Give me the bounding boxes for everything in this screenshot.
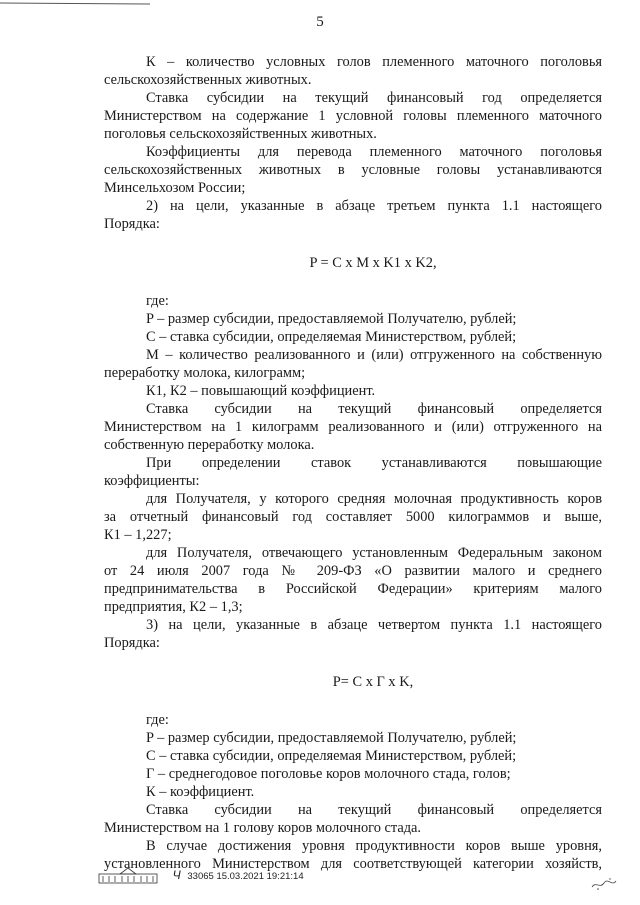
text-line: сельскохозяйственных животных в условные головы устанавливаются (104, 162, 602, 178)
footer-datetime: 15.03.2021 19:21:14 (216, 871, 304, 883)
text-line: C – ставка субсидии, определяемая Министерством, рублей; (146, 329, 517, 345)
text-line: за отчетный финансовый год составляет 5000 килограммов и выше, (104, 509, 602, 525)
text-line: М – количество реализованного и (или) отгруженного на собственную (146, 347, 602, 363)
text-line: переработку молока, килограмм; (104, 365, 306, 381)
text-line: Ставка субсидии на текущий финансовый определяется (146, 401, 602, 417)
text-line: Ставка субсидии на текущий финансовый определяется (146, 802, 602, 818)
text-line: для Получателя, у которого средняя молочная продуктивность коров (146, 491, 602, 507)
text-line: предпринимательства в Российской Федерации» критериям малого (104, 581, 602, 597)
text-line: для Получателя, отвечающего установленным Федеральным законом (146, 545, 602, 561)
text-line: Министерством на 1 килограмм реализованного и (или) отгруженного на (104, 419, 602, 435)
text-line: К – количество условных голов племенного маточного поголовья (146, 54, 602, 70)
text-line: коэффициенты: (104, 473, 200, 489)
text-line: собственную переработку молока. (104, 437, 315, 453)
text-line: Минсельхозом России; (104, 180, 246, 196)
text-line: В случае достижения уровня продуктивности коров выше уровня, (146, 838, 602, 854)
text-line: P – размер субсидии, предоставляемой Получателю, рублей; (146, 730, 517, 746)
text-line: При определении ставок устанавливаются повышающие (146, 455, 602, 471)
text-line: Ставка субсидии на текущий финансовый год определяется (146, 90, 602, 106)
text-line: С – ставка субсидии, определяемая Министерством, рублей; (146, 748, 517, 764)
text-line: Порядка: (104, 216, 160, 232)
text-line: К – коэффициент. (146, 784, 255, 800)
building-stamp-icon (98, 866, 158, 887)
scan-noise-mark (590, 877, 620, 891)
text-line: Порядка: (104, 635, 160, 651)
text-line: Министерством на 1 голову коров молочного стада. (104, 820, 422, 836)
text-line: К1 – 1,227; (104, 527, 172, 543)
text-line: где: (146, 293, 169, 309)
text-line: от 24 июля 2007 года № 209-ФЗ «О развитии малого и среднего (104, 563, 602, 579)
text-line: поголовья сельскохозяйственных животных. (104, 126, 377, 142)
formula: P = C x M x K1 x K2, (309, 255, 437, 271)
text-line: К1, К2 – повышающий коэффициент. (146, 383, 376, 399)
text-line: Министерством на содержание 1 условной головы племенного маточного (104, 108, 602, 124)
text-line: предприятия, К2 – 1,3; (104, 599, 243, 615)
footer-mark: Ч (172, 868, 181, 883)
text-line: Г – среднегодовое поголовье коров молочного стада, голов; (146, 766, 511, 782)
text-line: 3) на цели, указанные в абзаце четвертом пункта 1.1 настоящего (146, 617, 602, 633)
footer-doc-number: 33065 (187, 871, 214, 883)
scan-edge-mark (0, 2, 150, 5)
document-body (104, 53, 602, 873)
text-line: сельскохозяйственных животных. (104, 72, 312, 88)
text-line: P – размер субсидии, предоставляемой Получателю, рублей; (146, 311, 517, 327)
footer-stamp (98, 866, 304, 887)
text-line: где: (146, 712, 169, 728)
text-line: установленного Министерством для соответствующей категории хозяйств, (104, 856, 602, 872)
formula: P= C x Г x K, (332, 674, 414, 690)
text-line: Коэффициенты для перевода племенного маточного поголовья (146, 144, 602, 160)
text-line: 2) на цели, указанные в абзаце третьем пункта 1.1 настоящего (146, 198, 602, 214)
page-number: 5 (316, 14, 324, 30)
